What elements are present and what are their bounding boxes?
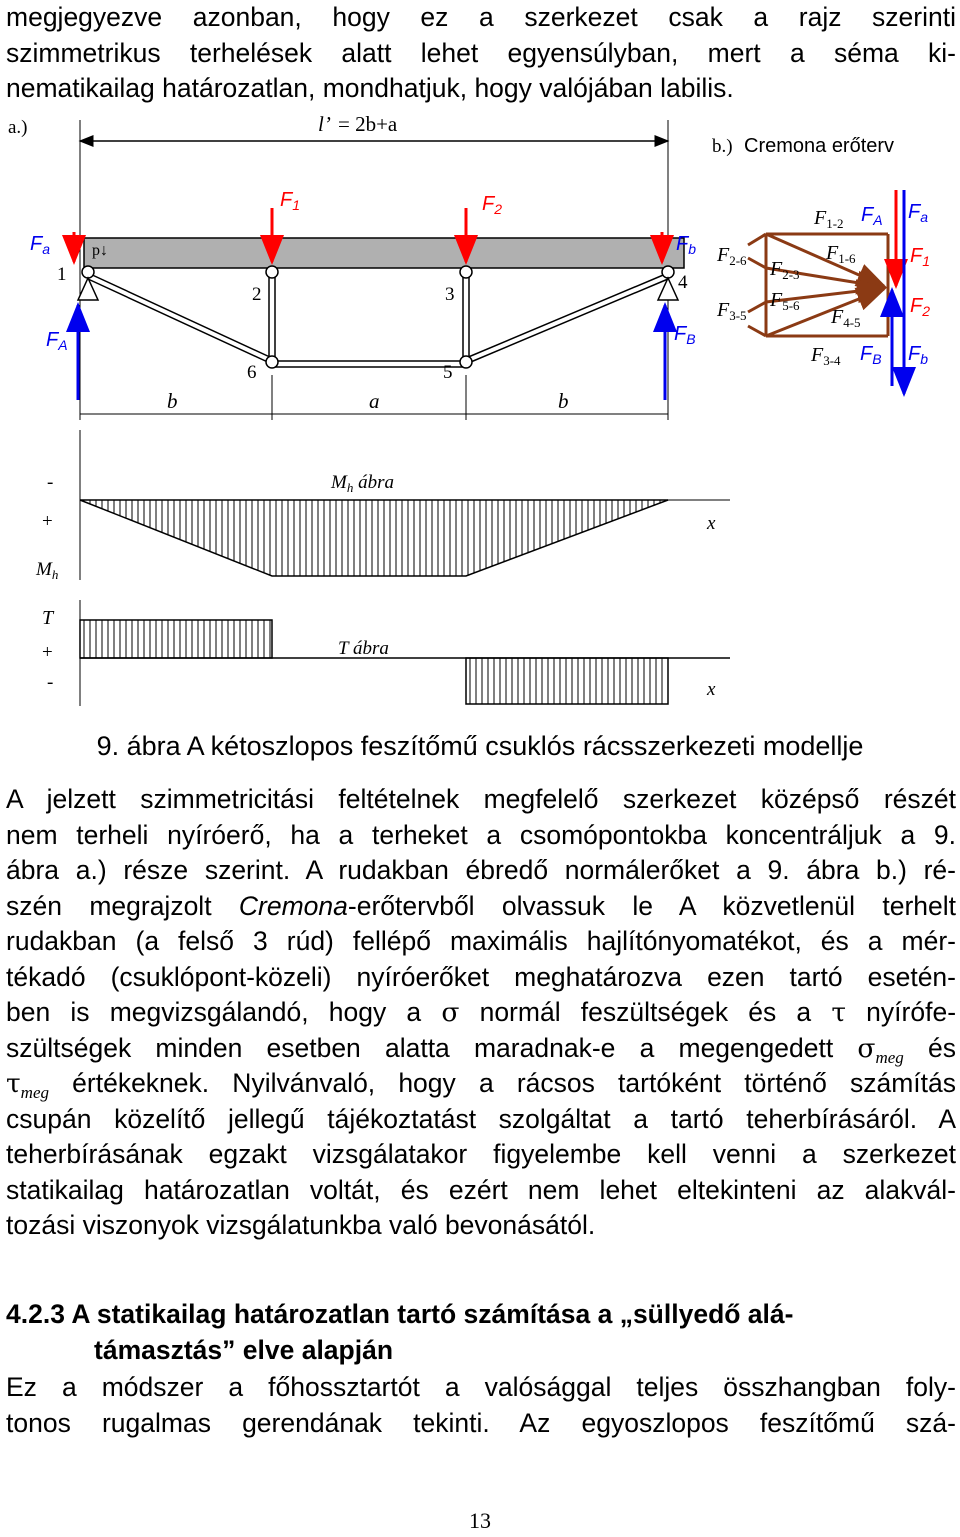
top-chord-beam <box>84 238 684 268</box>
shear-x-label: x <box>707 679 716 700</box>
text-segment: szén megrajzolt <box>6 890 239 921</box>
force-tick <box>748 302 766 312</box>
text-line <box>6 924 956 960</box>
label-F2-3: $F_{2-3}$ <box>770 258 800 282</box>
section-heading <box>6 1296 956 1368</box>
subscript: meg <box>875 1047 904 1067</box>
text-segment: tozási viszonyok vizsgálatunkba való bevonásától. <box>6 1210 596 1240</box>
greek-symbol: τ <box>6 1068 21 1099</box>
text-line <box>6 1031 956 1067</box>
text-line <box>6 818 956 854</box>
label-F1: $F_1$ <box>280 189 301 213</box>
distributed-load-label: p↓ <box>92 242 108 259</box>
hinge-node-5 <box>460 356 472 368</box>
moment-x-label: x <box>707 513 716 534</box>
length-label-l: l’ <box>318 112 331 136</box>
dim-label-b-left: b <box>167 389 178 413</box>
label-F1-6: $F_{1-6}$ <box>826 242 856 266</box>
force-tick <box>748 234 766 245</box>
node-label-1: 1 <box>57 264 67 285</box>
section-title-line2: támasztás” elve alapján <box>94 1335 394 1365</box>
text-line: nematikailag határozatlan, mondhatjuk, hogy valójában labilis. <box>6 73 734 103</box>
text-line <box>6 1208 956 1244</box>
label-F1-2: $F_{1-2}$ <box>814 207 844 231</box>
text-line <box>6 1137 956 1173</box>
text-line <box>6 782 956 818</box>
greek-symbol: τ <box>831 997 846 1028</box>
label-cremona-F1: $F_1$ <box>910 245 931 269</box>
text-segment: tékadó (csuklópont-közeli) nyíróerőket meghatározva ezen tartó esetén- <box>6 961 956 992</box>
text-line <box>6 1102 956 1138</box>
text-segment: értékeknek. Nyilvánvaló, hogy a rácsos tartóként történő számítás <box>49 1068 956 1098</box>
text-segment: nem terheli nyíróerő, ha a terheket a csomópontokba koncentráljuk a 9. <box>6 819 956 850</box>
label-F3-5: $F_{3-5}$ <box>717 299 747 323</box>
moment-axis-label: $M_h$ <box>36 559 59 582</box>
moment-diagram-title: $M_h$ ábra <box>331 472 394 495</box>
text-line <box>6 1173 956 1209</box>
text-segment: ábra a.) része szerint. A rudakban ébredő normálerőket a 9. ábra b.) ré- <box>6 855 956 885</box>
label-cremona-FB: $F_B$ <box>860 343 882 367</box>
label-cremona-Fa: $F_a$ <box>908 201 929 225</box>
moment-diagram-hatching <box>84 500 666 576</box>
subscript: meg <box>20 1083 49 1102</box>
text-line <box>6 1066 956 1102</box>
label-cremona-Fb: $F_b$ <box>908 343 929 367</box>
label-F2-6: $F_{2-6}$ <box>717 244 747 268</box>
force-tick <box>748 258 766 268</box>
shear-block-positive <box>80 620 272 658</box>
shear-diagram-title: T ábra <box>338 638 389 659</box>
text-segment: teherbírásának egzakt vizsgálatakor figyelembe kell venni a szerkezet <box>6 1139 956 1169</box>
page-number: 13 <box>469 1508 491 1533</box>
part-b-label: b.) <box>712 136 733 157</box>
label-F2: $F_2$ <box>482 193 503 217</box>
moment-minus-sign: - <box>47 472 54 493</box>
node-label-5: 5 <box>443 362 453 383</box>
force-tick <box>748 326 766 336</box>
text-segment: szültségek minden esetben alatta maradnak-e a megengedett <box>6 1032 858 1063</box>
label-FA-left: $F_A$ <box>46 329 68 353</box>
text-line <box>6 853 956 889</box>
hinge-node-6 <box>266 356 278 368</box>
shear-diagram-hatching <box>84 620 662 704</box>
part-a-label: a.) <box>8 117 28 138</box>
text-segment: nyírófe- <box>846 997 957 1027</box>
text-segment: csupán közelítő jellegű tájékoztatást szolgáltat a tartó teherbírásáról. A <box>6 1103 956 1134</box>
member-1-6 <box>88 273 272 358</box>
label-F5-6: $F_{5-6}$ <box>770 289 800 313</box>
text-line: tonos rugalmas gerendának tekinti. Az egyoszlopos feszítőmű szá- <box>6 1407 956 1438</box>
text-line: Ez a módszer a főhossztartót a valósággal teljes összhangban foly- <box>6 1372 956 1402</box>
text-segment: rudakban (a felső 3 rúd) fellépő maximális hajlítónyomatékot, és a mér- <box>6 926 956 956</box>
label-Fa-left: $F_a$ <box>30 233 51 257</box>
text-line <box>6 889 956 925</box>
moment-plus-sign: + <box>42 511 53 532</box>
text-segment: ben is megvizsgálandó, hogy a <box>6 997 442 1027</box>
figure-caption: 9. ábra A kétoszlopos feszítőmű csuklós rácsszerkezeti modellje <box>96 731 864 761</box>
length-label-rest: = 2b+a <box>338 112 398 136</box>
member-5-4-inner <box>466 279 668 364</box>
member-5-4 <box>466 273 668 358</box>
text-segment: és <box>903 1032 956 1063</box>
italic-term: Cremona <box>238 890 348 921</box>
section-number: 4.2.3 <box>6 1299 65 1329</box>
section-title-line1: A statikailag határozatlan tartó számítása a „süllyedő alá- <box>71 1299 794 1329</box>
text-segment: A jelzett szimmetricitási feltételnek megfelelő szerkezet középső részét <box>6 784 956 814</box>
text-segment: statikailag határozatlan voltát, és ezért nem lehet eltekinteni az alakvál- <box>6 1174 956 1205</box>
label-cremona-F2: $F_2$ <box>910 295 931 319</box>
part-b-title: Cremona erőterv <box>744 135 895 157</box>
cremona-force-polygon <box>748 234 888 336</box>
node-label-4: 4 <box>678 272 688 293</box>
label-F4-5: $F_{4-5}$ <box>831 306 861 330</box>
intro-paragraph <box>6 0 956 107</box>
body-paragraph <box>6 782 956 1244</box>
label-FB: $F_B$ <box>674 323 696 347</box>
final-paragraph <box>6 1370 956 1441</box>
greek-symbol: σ <box>857 1032 876 1064</box>
shear-axis-label: T <box>42 607 54 629</box>
text-line: szimmetrikus terhelések alatt lehet egyensúlyban, mert a séma ki- <box>6 37 956 68</box>
hinge-node-3 <box>460 266 472 278</box>
truss-members <box>88 273 668 367</box>
support-left <box>78 278 98 300</box>
label-F3-4: $F_{3-4}$ <box>811 344 841 368</box>
text-segment: -erőtervből olvassuk le A közvetlenül terhelt <box>347 890 956 921</box>
greek-symbol: σ <box>441 997 460 1028</box>
label-Fb: $F_b$ <box>676 233 697 257</box>
label-cremona-FA: $F_A$ <box>861 204 883 228</box>
node-label-2: 2 <box>252 284 262 305</box>
text-segment: normál feszültségek és a <box>459 997 832 1027</box>
hinge-node-2 <box>266 266 278 278</box>
shear-minus-sign: - <box>47 672 54 693</box>
text-line <box>6 995 956 1031</box>
member-1-6-inner <box>88 279 272 364</box>
figure-9 <box>0 106 960 706</box>
node-label-6: 6 <box>247 362 257 383</box>
shear-plus-sign: + <box>42 642 53 663</box>
node-label-3: 3 <box>445 284 455 305</box>
text-line: megjegyezve azonban, hogy ez a szerkezet csak a rajz szerinti <box>6 2 956 32</box>
text-line <box>6 960 956 996</box>
dim-label-b-right: b <box>558 389 569 413</box>
dim-label-a: a <box>369 389 380 413</box>
